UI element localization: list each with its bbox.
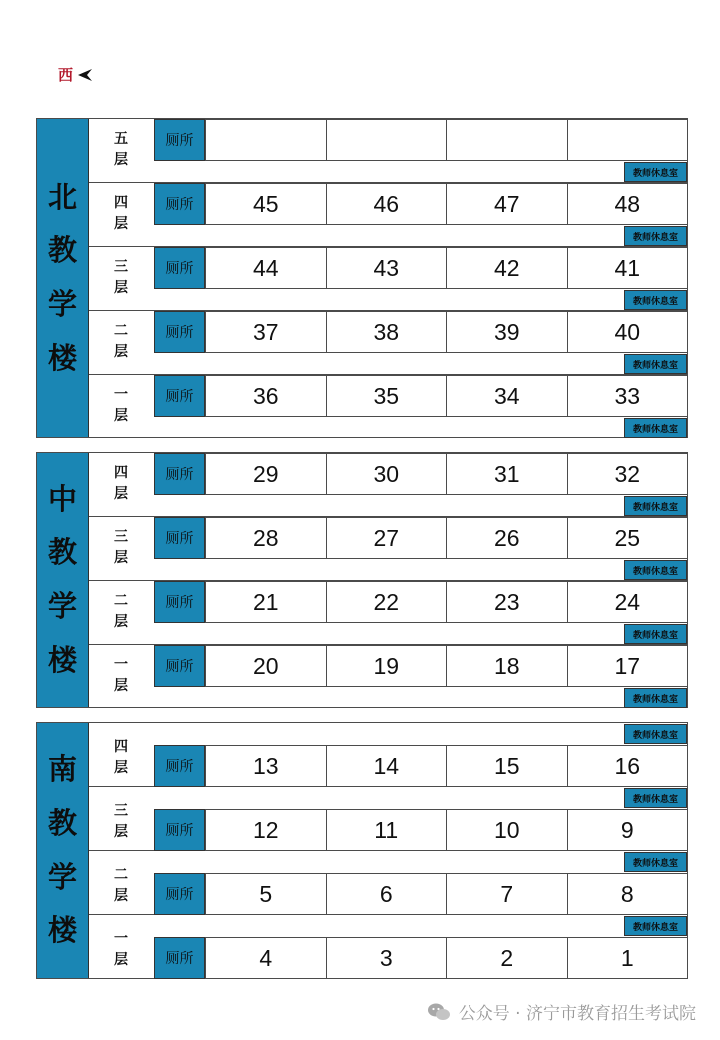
building-name-char: 南: [47, 752, 77, 787]
classroom-number: 12: [205, 810, 326, 850]
classroom-row: [205, 937, 687, 979]
teacher-room-label: 教师休息室: [624, 290, 687, 310]
classroom-number: 25: [567, 518, 688, 558]
teacher-room-label: 教师休息室: [624, 418, 687, 438]
restroom-label: 厕所: [154, 311, 205, 353]
classroom-number: 47: [446, 184, 567, 224]
restroom-label: 厕所: [154, 247, 205, 289]
building-name-char: 楼: [47, 340, 77, 375]
building-name-char: 教: [47, 805, 77, 840]
teacher-room-label: 教师休息室: [624, 162, 687, 182]
classroom-number: 27: [326, 518, 447, 558]
classroom-number: 23: [446, 582, 567, 622]
building-name-char: 教: [47, 535, 77, 570]
restroom-label: 厕所: [154, 873, 205, 915]
building-name-char: 教: [47, 233, 77, 268]
direction-label: 西: [58, 66, 74, 84]
classroom-number: 15: [446, 746, 567, 786]
classroom-number: [326, 120, 447, 160]
floor-row: [89, 247, 687, 311]
classroom-number: 41: [567, 248, 688, 288]
teacher-room-label: 教师休息室: [624, 496, 687, 516]
classroom-number: 36: [205, 376, 326, 416]
classroom-number: 1: [567, 938, 688, 978]
classroom-number: 9: [567, 810, 688, 850]
arrow-left-icon: [77, 68, 93, 82]
classroom-number: 14: [326, 746, 447, 786]
building-name: [37, 723, 89, 978]
classroom-number: 30: [326, 454, 447, 494]
floor-row: [89, 311, 687, 375]
restroom-label: 厕所: [154, 119, 205, 161]
classroom-number: 26: [446, 518, 567, 558]
classroom-number: 24: [567, 582, 688, 622]
floor-label: 二层: [114, 593, 128, 630]
wechat-icon: [427, 1002, 451, 1022]
floor-label: 五层: [114, 131, 128, 168]
teacher-room-label: 教师休息室: [624, 852, 687, 872]
classroom-number: 11: [326, 810, 447, 850]
classroom-number: 16: [567, 746, 688, 786]
building-name: [37, 119, 89, 437]
restroom-label: 厕所: [154, 645, 205, 687]
floor-label: 二层: [114, 323, 128, 360]
classroom-number: 46: [326, 184, 447, 224]
teacher-room-label: 教师休息室: [624, 354, 687, 374]
classroom-row: [205, 311, 687, 353]
building-name-char: 楼: [47, 642, 77, 677]
classroom-number: [205, 120, 326, 160]
floor-label: 一层: [114, 387, 128, 424]
teacher-room-label: 教师休息室: [624, 724, 687, 744]
classroom-number: 17: [567, 646, 688, 686]
classroom-row: [205, 873, 687, 915]
floor-row: [89, 851, 687, 915]
building-name: [37, 453, 89, 707]
floor-label: 一层: [114, 931, 128, 968]
building-name-char: 北: [47, 179, 77, 214]
building-name-char: 学: [47, 287, 77, 321]
classroom-number: 19: [326, 646, 447, 686]
floor-row: [89, 723, 687, 787]
classroom-number: 39: [446, 312, 567, 352]
restroom-label: 厕所: [154, 809, 205, 851]
building-name-char: 楼: [47, 913, 77, 948]
classroom-row: [205, 375, 687, 417]
classroom-row: [205, 517, 687, 559]
classroom-row: [205, 119, 687, 161]
middle-building: [36, 452, 688, 708]
floor-row: [89, 645, 687, 709]
floor-label: 四层: [114, 465, 128, 502]
classroom-row: [205, 247, 687, 289]
classroom-number: 20: [205, 646, 326, 686]
teacher-room-label: 教师休息室: [624, 688, 687, 708]
classroom-number: [446, 120, 567, 160]
classroom-number: 48: [567, 184, 688, 224]
restroom-label: 厕所: [154, 937, 205, 979]
restroom-label: 厕所: [154, 581, 205, 623]
floor-row: [89, 517, 687, 581]
floor-row: [89, 183, 687, 247]
classroom-row: [205, 645, 687, 687]
classroom-number: 6: [326, 874, 447, 914]
classroom-number: 35: [326, 376, 447, 416]
classroom-number: 5: [205, 874, 326, 914]
classroom-number: 45: [205, 184, 326, 224]
floor-label: 三层: [114, 259, 128, 296]
floor-row: [89, 375, 687, 439]
floor-row: [89, 453, 687, 517]
teacher-room-label: 教师休息室: [624, 788, 687, 808]
teacher-room-label: 教师休息室: [624, 226, 687, 246]
classroom-number: 28: [205, 518, 326, 558]
classroom-number: 3: [326, 938, 447, 978]
classroom-number: 43: [326, 248, 447, 288]
classroom-row: [205, 453, 687, 495]
direction-indicator: [58, 64, 93, 85]
floor-label: 三层: [114, 529, 128, 566]
classroom-number: 7: [446, 874, 567, 914]
south-building: [36, 722, 688, 979]
floor-label: 一层: [114, 657, 128, 694]
building-name-char: 中: [47, 481, 77, 516]
classroom-row: [205, 183, 687, 225]
floor-row: [89, 119, 687, 183]
classroom-row: [205, 745, 687, 787]
restroom-label: 厕所: [154, 745, 205, 787]
floor-label: 三层: [114, 803, 128, 840]
north-building: [36, 118, 688, 438]
classroom-number: 42: [446, 248, 567, 288]
building-name-char: 学: [47, 859, 77, 894]
teacher-room-label: 教师休息室: [624, 916, 687, 936]
classroom-number: 22: [326, 582, 447, 622]
teacher-room-label: 教师休息室: [624, 624, 687, 644]
classroom-number: 38: [326, 312, 447, 352]
restroom-label: 厕所: [154, 517, 205, 559]
restroom-label: 厕所: [154, 375, 205, 417]
classroom-number: 37: [205, 312, 326, 352]
classroom-number: 34: [446, 376, 567, 416]
classroom-number: 4: [205, 938, 326, 978]
watermark: [427, 999, 696, 1024]
classroom-number: 18: [446, 646, 567, 686]
watermark-text: 公众号 · 济宁市教育招生考试院: [458, 1004, 696, 1024]
floor-row: [89, 787, 687, 851]
classroom-number: 21: [205, 582, 326, 622]
classroom-number: [567, 120, 688, 160]
classroom-number: 40: [567, 312, 688, 352]
classroom-number: 32: [567, 454, 688, 494]
classroom-number: 13: [205, 746, 326, 786]
floor-row: [89, 581, 687, 645]
classroom-row: [205, 581, 687, 623]
floor-label: 二层: [114, 867, 128, 904]
teacher-room-label: 教师休息室: [624, 560, 687, 580]
classroom-number: 33: [567, 376, 688, 416]
classroom-number: 44: [205, 248, 326, 288]
classroom-number: 31: [446, 454, 567, 494]
floor-row: [89, 915, 687, 979]
classroom-number: 8: [567, 874, 688, 914]
classroom-number: 10: [446, 810, 567, 850]
restroom-label: 厕所: [154, 183, 205, 225]
classroom-row: [205, 809, 687, 851]
classroom-number: 29: [205, 454, 326, 494]
classroom-number: 2: [446, 938, 567, 978]
floor-label: 四层: [114, 195, 128, 232]
floor-label: 四层: [114, 739, 128, 776]
building-name-char: 学: [47, 589, 77, 623]
restroom-label: 厕所: [154, 453, 205, 495]
